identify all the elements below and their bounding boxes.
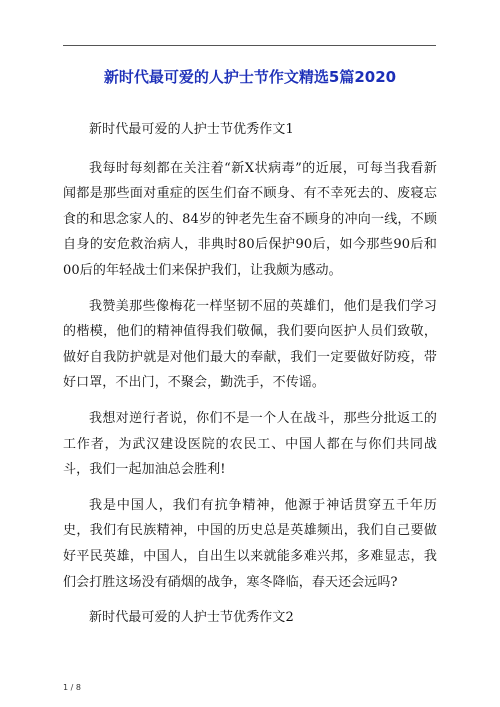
body-paragraph: 我想对逆行者说，你们不是一个人在战斗，那些分批返工的工作者，为武汉建设医院的农民工、中国人都在与你们共同战斗，我们一起加油总会胜利! — [63, 410, 437, 478]
page-indicator: 1 / 8 — [63, 683, 81, 692]
body-paragraph: 我是中国人，我们有抗争精神，他源于神话贯穿五千年历史，我们有民族精神，中国的历史总是英雄频出，我们自己要做好平民英雄，中国人，自出生以来就能多难兴邦，多难显志，我们会打胜这场没有硝烟的战争，寒冬降临，春天还会远吗? — [63, 497, 437, 590]
body-paragraph: 我赞美那些像梅花一样坚韧不屈的英雄们，他们是我们学习的楷模，他们的精神值得我们敬佩，我们要向医护人员们致敬，做好自我防护就是对他们最大的奉献，我们一定要做好防疫，带好口罩，不出门，不聚会，勤洗手，不传谣。 — [63, 298, 437, 391]
document-title: 新时代最可爱的人护士节作文精选5篇2020 — [103, 68, 397, 86]
document-body — [63, 117, 437, 644]
essay-heading-2: 新时代最可爱的人护士节优秀作文2 — [89, 610, 294, 626]
essay-heading-1: 新时代最可爱的人护士节优秀作文1 — [89, 122, 294, 137]
header-rule — [63, 45, 436, 46]
body-paragraph: 我每时每刻都在关注着“新X状病毒”的近展，可每当我看新闻都是那些面对重症的医生们奋不顾身、有不幸死去的、废寝忘食的和思念家人的、84岁的钟老先生奋不顾身的冲向一线，不顾自身的安危救治病人，非典时80后保护90后，如今那些90后和00后的年轻战士们来保护我们，让我颇为感动。 — [63, 160, 437, 278]
